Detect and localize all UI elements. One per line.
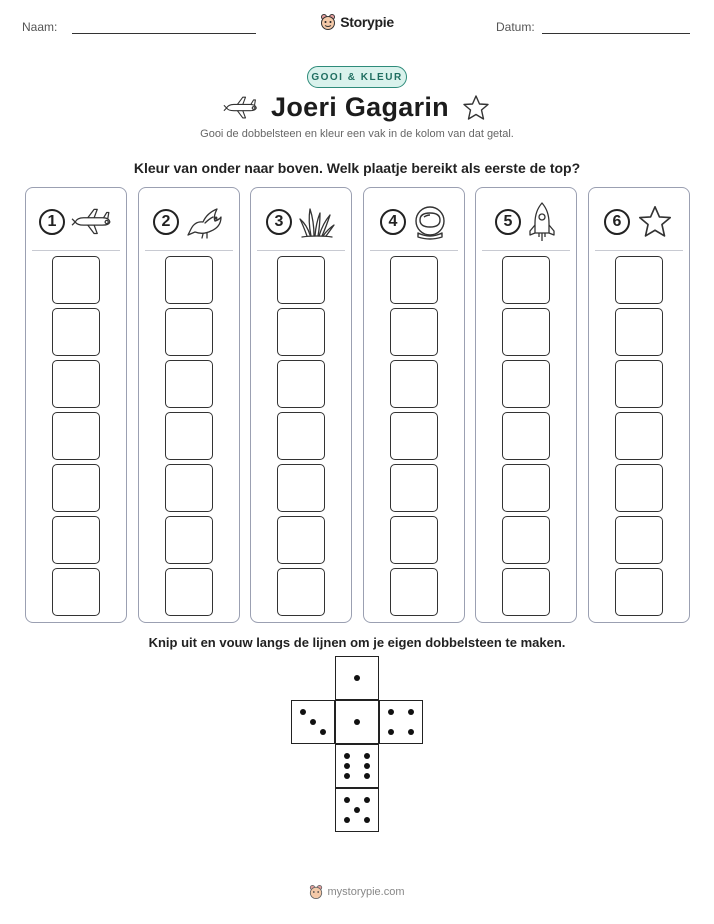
color-cell[interactable]: [615, 308, 663, 356]
color-cell[interactable]: [165, 308, 213, 356]
airplane-icon: [223, 95, 259, 121]
die-face-5: [335, 788, 379, 832]
column-cells: [251, 256, 351, 616]
column-number: 6: [604, 209, 630, 235]
column-3: [250, 187, 352, 623]
storypie-mascot-icon: [320, 13, 336, 31]
column-number: 5: [495, 209, 521, 235]
color-cell[interactable]: [277, 568, 325, 616]
column-6: [588, 187, 690, 623]
color-cell[interactable]: [502, 256, 550, 304]
column-cells: [26, 256, 126, 616]
color-cell[interactable]: [390, 256, 438, 304]
die-face-6: [335, 744, 379, 788]
airplane-icon: [71, 207, 113, 237]
die-pip: [344, 797, 350, 803]
color-cell[interactable]: [390, 568, 438, 616]
name-line: [72, 33, 256, 34]
die-pip: [364, 753, 370, 759]
column-header: [251, 202, 351, 242]
color-cell[interactable]: [390, 464, 438, 512]
column-divider: [482, 250, 570, 251]
column-number: 2: [153, 209, 179, 235]
die-pip: [364, 797, 370, 803]
column-header: [589, 202, 689, 242]
die-pip: [408, 729, 414, 735]
die-pip: [364, 817, 370, 823]
color-cell[interactable]: [615, 256, 663, 304]
column-divider: [32, 250, 120, 251]
color-cell[interactable]: [502, 568, 550, 616]
color-cell[interactable]: [52, 360, 100, 408]
color-cell[interactable]: [615, 412, 663, 460]
column-header: [139, 202, 239, 242]
die-pip: [310, 719, 316, 725]
color-cell[interactable]: [52, 412, 100, 460]
color-cell[interactable]: [277, 516, 325, 564]
die-pip: [364, 773, 370, 779]
name-label: Naam:: [22, 20, 58, 34]
color-cell[interactable]: [615, 360, 663, 408]
die-pip: [320, 729, 326, 735]
color-cell[interactable]: [502, 516, 550, 564]
color-cell[interactable]: [615, 568, 663, 616]
coloring-instruction: Kleur van onder naar boven. Welk plaatje bereikt als eerste de top?: [133, 160, 581, 176]
color-cell[interactable]: [52, 308, 100, 356]
color-cell[interactable]: [165, 256, 213, 304]
color-cell[interactable]: [277, 308, 325, 356]
die-face-1: [335, 656, 379, 700]
die-pip: [354, 675, 360, 681]
page-title: Joeri Gagarin: [271, 92, 449, 122]
color-cell[interactable]: [165, 568, 213, 616]
die-pip: [344, 753, 350, 759]
color-cell[interactable]: [52, 568, 100, 616]
color-cell[interactable]: [52, 256, 100, 304]
column-cells: [139, 256, 239, 616]
color-cell[interactable]: [277, 412, 325, 460]
color-cell[interactable]: [52, 464, 100, 512]
footer: [0, 884, 714, 900]
color-cell[interactable]: [390, 360, 438, 408]
page-subtitle: Gooi de dobbelsteen en kleur een vak in de kolom van dat getal.: [200, 128, 514, 140]
die-pip: [388, 709, 394, 715]
star-icon: [636, 204, 674, 240]
color-cell[interactable]: [277, 360, 325, 408]
die-pip: [354, 807, 360, 813]
die-pip: [354, 719, 360, 725]
die-face-1: [335, 700, 379, 744]
activity-badge: GOOI & KLEUR: [307, 66, 407, 88]
die-pip: [344, 817, 350, 823]
die-face-4: [379, 700, 423, 744]
color-cell[interactable]: [390, 516, 438, 564]
column-divider: [595, 250, 683, 251]
color-cell[interactable]: [277, 256, 325, 304]
color-cell[interactable]: [165, 464, 213, 512]
column-cells: [476, 256, 576, 616]
brand-logo: [0, 13, 714, 31]
column-divider: [370, 250, 458, 251]
die-pip: [344, 773, 350, 779]
color-cell[interactable]: [165, 360, 213, 408]
footer-site: mystorypie.com: [327, 886, 405, 898]
color-cell[interactable]: [502, 308, 550, 356]
brand-name: Storypie: [340, 14, 394, 30]
column-header: [26, 202, 126, 242]
column-5: [475, 187, 577, 623]
star-icon: [461, 94, 491, 122]
column-header: [364, 202, 464, 242]
die-pip: [388, 729, 394, 735]
column-number: 4: [380, 209, 406, 235]
date-label: Datum:: [496, 20, 535, 34]
storypie-mascot-icon: [309, 884, 323, 900]
color-cell[interactable]: [390, 412, 438, 460]
cut-instruction: Knip uit en vouw langs de lijnen om je eigen dobbelsteen te maken.: [148, 635, 566, 650]
color-cell[interactable]: [502, 464, 550, 512]
die-pip: [344, 763, 350, 769]
grass-icon: [298, 205, 336, 239]
color-cell[interactable]: [390, 308, 438, 356]
bird-icon: [185, 205, 225, 239]
color-cell[interactable]: [165, 516, 213, 564]
color-cell[interactable]: [502, 412, 550, 460]
column-cells: [364, 256, 464, 616]
column-cells: [589, 256, 689, 616]
color-cell[interactable]: [615, 464, 663, 512]
die-pip: [300, 709, 306, 715]
color-cell[interactable]: [502, 360, 550, 408]
die-pip: [408, 709, 414, 715]
column-number: 1: [39, 209, 65, 235]
rocket-icon: [527, 201, 557, 243]
column-4: [363, 187, 465, 623]
column-number: 3: [266, 209, 292, 235]
die-face-3: [291, 700, 335, 744]
color-cell[interactable]: [165, 412, 213, 460]
column-divider: [257, 250, 345, 251]
column-2: [138, 187, 240, 623]
astronaut-helmet-icon: [412, 204, 448, 240]
column-divider: [145, 250, 233, 251]
die-pip: [364, 763, 370, 769]
color-cell[interactable]: [52, 516, 100, 564]
date-line: [542, 33, 690, 34]
color-cell[interactable]: [277, 464, 325, 512]
title-row: [0, 92, 714, 123]
column-1: [25, 187, 127, 623]
column-header: [476, 202, 576, 242]
color-cell[interactable]: [615, 516, 663, 564]
